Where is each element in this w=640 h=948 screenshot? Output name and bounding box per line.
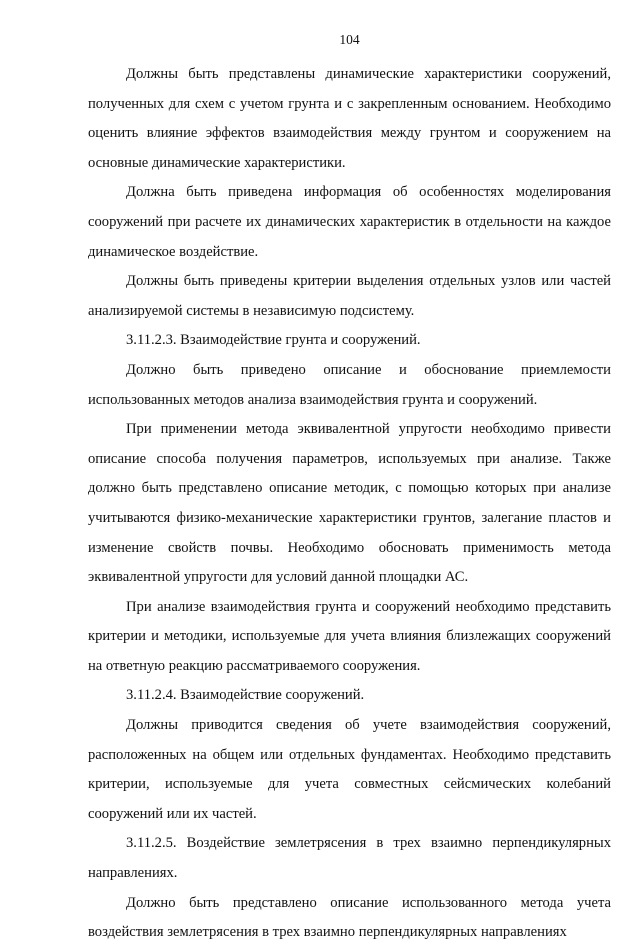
paragraph: Должна быть приведена информация об особенностях моделирования сооружений при расчете их динамических характеристик в отдельности на каждое динамическое воздействие. [88, 184, 611, 260]
page-number: 104 [339, 32, 360, 47]
paragraph: При применении метода эквивалентной упругости необходимо привести описание способа получения параметров, используемых при анализе. Также должно быть представлено описание методик, с помощью которых при анализе учитываются физико-механические характеристики грунтов, залегание пластов и изменение свойств почвы. Необходимо обосновать применимость метода эквивалентной упругости для условий данной площадки АС. [88, 421, 611, 586]
paragraph: Должно быть представлено описание использованного метода учета воздействия землетрясения в трех взаимно перпендикулярных направлениях [88, 894, 611, 941]
paragraph: Должны быть представлены динамические характеристики сооружений, полученных для схем с учетом грунта и с закрепленным основанием. Необходимо оценить влияние эффектов взаимодействия между грунтом и сооружением на основные динамические характеристики. [88, 66, 611, 171]
paragraph: Должны быть приведены критерии выделения отдельных узлов или частей анализируемой системы в независимую подсистему. [88, 273, 611, 319]
section-heading: 3.11.2.5. Воздействие землетрясения в трех взаимно перпендикулярных направлениях. [88, 835, 611, 882]
document-body [88, 60, 611, 948]
paragraph: Должно быть приведено описание и обоснование приемлемости использованных методов анализа взаимодействия грунта и сооружений. [88, 361, 611, 408]
section-heading: 3.11.2.3. Взаимодействие грунта и сооружений. [126, 332, 421, 349]
section-heading: 3.11.2.4. Взаимодействие сооружений. [126, 687, 365, 704]
paragraph: При анализе взаимодействия грунта и сооружений необходимо представить критерии и методики, используемые для учета влияния близлежащих сооружений на ответную реакцию рассматриваемого сооружения. [88, 598, 611, 674]
paragraph: Должны приводится сведения об учете взаимодействия сооружений, расположенных на общем или отдельных фундаментах. Необходимо представить критерии, используемые для учета совместных сейсмических колебаний сооружений или их частей. [88, 717, 611, 822]
